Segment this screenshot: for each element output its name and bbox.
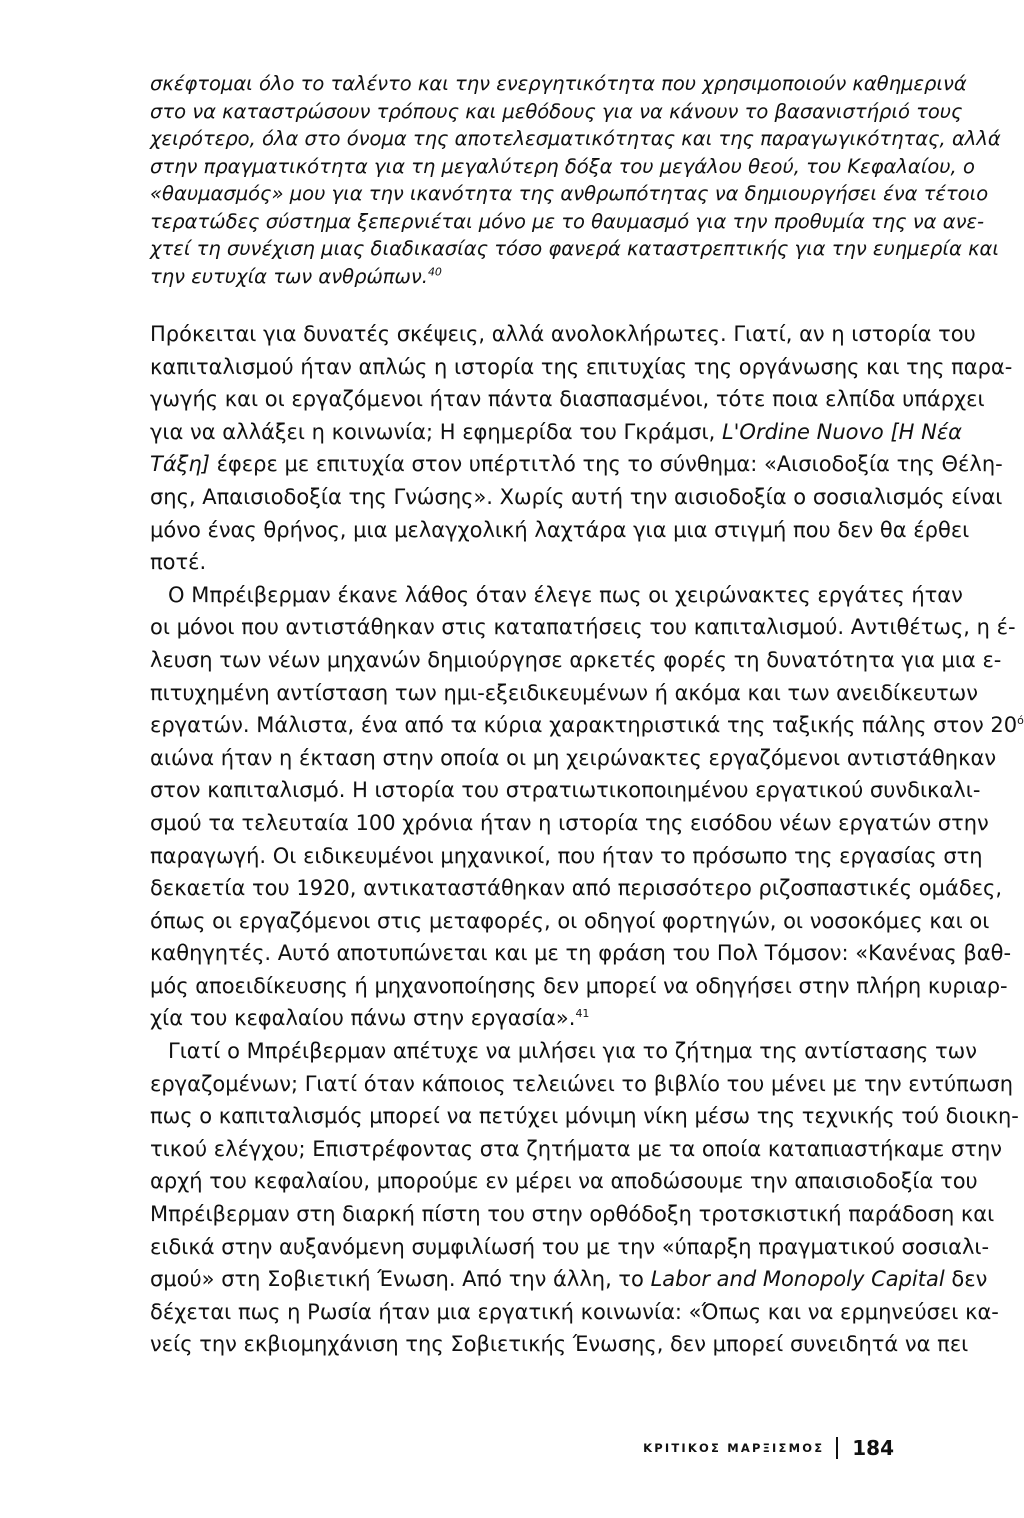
paragraph — [150, 1035, 1019, 1361]
ordinal-suffix: ό — [1017, 714, 1024, 728]
paragraph-line: Γιατί ο Μπρέιβερμαν απέτυχε να μιλήσει για το ζήτημα της αντίστασης των — [168, 1039, 977, 1064]
paragraph-line — [150, 448, 1003, 481]
text-segment: δεν — [944, 1267, 988, 1292]
paragraph-line: νείς την εκβιομηχάνιση της Σοβιετικής Ένωσης, δεν μπορεί συνειδητά να πει — [150, 1332, 969, 1357]
text-segment: εργατών. Μάλιστα, ένα από τα κύρια χαρακτηριστικά της ταξικής πάλης στον 20 — [150, 713, 1018, 738]
paragraph — [150, 579, 1024, 1035]
paragraph-line: Ο Μπρέιβερμαν έκανε λάθος όταν έλεγε πως οι χειρώνακτες εργάτες ήταν — [168, 582, 963, 607]
paragraph-line: καπιταλισμού ήταν απλώς η ιστορία της επιτυχίας της οργάνωσης και της παρα- — [150, 354, 1013, 379]
running-title: ΚΡΙΤΙΚΟΣ ΜΑΡΞΙΣΜΟΣ — [643, 1441, 825, 1455]
paragraph-line: οι μόνοι που αντιστάθηκαν στις καταπατήσεις του καπιταλισμού. Αντιθέτως, η έ- — [150, 615, 1016, 640]
text-segment: έφερε με επιτυχία στον υπέρτιτλό της το σύνθημα: «Αισιοδοξία της Θέλη- — [209, 452, 1003, 477]
quote-line: χτεί τη συνέχιση μιας διαδικασίας τόσο φανερά καταστρεπτικής για την ευημερία και — [150, 237, 1000, 260]
quote-line: στην πραγματικότητα για τη μεγαλύτερη δόξα του μεγάλου θεού, του Κεφαλαίου, ο — [150, 154, 975, 178]
paragraph-line: παραγωγή. Οι ειδικευμένοι μηχανικοί, που ήταν το πρόσωπο της εργασίας στη — [150, 843, 983, 868]
paragraph-line: μός αποειδίκευσης ή μηχανοποίησης δεν μπορεί να οδηγήσει στην πλήρη κυριαρ- — [150, 973, 1008, 998]
quote-line: τερατώδες σύστημα ξεπερνιέται μόνο με το θαυμασμό για την προθυμία της να ανε- — [150, 209, 985, 233]
paragraph-line: δεκαετία του 1920, αντικαταστάθηκαν από περισσότερο ριζοσπαστικές ομάδες, — [150, 876, 1003, 901]
paragraph-line: καθηγητές. Αυτό αποτυπώνεται και με τη φράση του Πολ Τόμσον: «Κανένας βαθ- — [150, 941, 1012, 966]
footnote-ref: 41 — [575, 1007, 590, 1021]
quote-line: σκέφτομαι όλο το ταλέντο και την ενεργητικότητα που χρησιμοποιούν καθημερινά — [150, 72, 967, 95]
paragraph-line: δέχεται πως η Ρωσία ήταν μια εργατική κοινωνία: «Όπως και να ερμηνεύσει κα- — [150, 1299, 999, 1324]
paragraph-line: αιώνα ήταν η έκταση στην οποία οι μη χειρώνακτες εργαζόμενοι αντιστάθηκαν — [150, 745, 997, 770]
text-segment: χία του κεφαλαίου πάνω στην εργασία». — [150, 1006, 576, 1031]
paragraph-line — [150, 1002, 894, 1035]
paragraph-line: σμού τα τελευταία 100 χρόνια ήταν η ιστορία της εισόδου νέων εργατών στην — [150, 810, 989, 835]
italic-title: Τάξη] — [150, 452, 210, 477]
page-body — [150, 70, 1024, 1361]
paragraph-line — [150, 1263, 988, 1296]
block-quote — [150, 70, 1001, 290]
quote-line: «θαυμασμός» μου για την ικανότητα της ανθρωπότητας να δημιουργήσει ένα τέτοιο — [150, 182, 989, 205]
page-number: 184 — [852, 1436, 894, 1460]
quote-last-text: την ευτυχία των ανθρώπων. — [150, 264, 428, 288]
text-segment: για να αλλάξει η κοινωνία; Η εφημερίδα του Γκράμσι, — [150, 419, 722, 444]
quote-line: χειρότερο, όλα στο όνομα της αποτελεσματικότητας και της παραγωγικότητας, αλλά — [150, 127, 1001, 150]
footer-divider — [836, 1437, 838, 1459]
paragraph-line: εργαζομένων; Γιατί όταν κάποιος τελειώνει το βιβλίο του μένει με την εντύπωση — [150, 1071, 1014, 1096]
paragraph-line: αρχή του κεφαλαίου, μπορούμε εν μέρει να αποδώσουμε την απαισιοδοξία του — [150, 1169, 978, 1194]
paragraph-line: πως ο καπιταλισμός μπορεί να πετύχει μόνιμη νίκη μέσω της τεχνικής τού διοικη- — [150, 1104, 1019, 1129]
footnote-ref: 40 — [427, 265, 442, 278]
page-footer — [643, 1436, 894, 1460]
paragraph-line — [150, 709, 1024, 742]
paragraph-line: μόνο ένας θρήνος, μια μελαγχολική λαχτάρα για μια στιγμή που δεν θα έρθει — [150, 517, 970, 542]
paragraph-line: πιτυχημένη αντίσταση των ημι-εξειδικευμένων ή ακόμα και των ανειδίκευτων — [150, 680, 978, 705]
italic-title: L'Ordine Nuovo [Η Νέα — [721, 419, 963, 444]
paragraph-line: γωγής και οι εργαζόμενοι ήταν πάντα διασπασμένοι, τότε ποια ελπίδα υπάρχει — [150, 387, 985, 412]
paragraph-line: στον καπιταλισμό. Η ιστορία του στρατιωτικοποιημένου εργατικού συνδικαλι- — [150, 778, 981, 803]
paragraph-line: τικού ελέγχου; Επιστρέφοντας στα ζητήματα με τα οποία καταπιαστήκαμε στην — [150, 1136, 1002, 1161]
paragraph-line: Πρόκειται για δυνατές σκέψεις, αλλά ανολοκλήρωτες. Γιατί, αν η ιστορία του — [150, 322, 976, 346]
paragraph-line: ποτέ. — [150, 550, 207, 575]
paragraph-line — [150, 416, 963, 449]
paragraph-line: λευση των νέων μηχανών δημιούργησε αρκετές φορές τη δυνατότητα για μια ε- — [150, 647, 1002, 672]
paragraph-line: σης, Απαισιοδοξία της Γνώσης». Χωρίς αυτή την αισιοδοξία ο σοσιαλισμός είναι — [150, 484, 1003, 509]
italic-title: Labor and Monopoly Capital — [650, 1267, 945, 1292]
paragraph-line: Μπρέιβερμαν στη διαρκή πίστη του στην ορθόδοξη τροτσκιστική παράδοση και — [150, 1202, 995, 1227]
text-segment: σμού» στη Σοβιετική Ένωση. Από την άλλη, το — [150, 1267, 651, 1292]
paragraph-line: όπως οι εργαζόμενοι στις μεταφορές, οι οδηγοί φορτηγών, οι νοσοκόμες και οι — [150, 908, 990, 933]
quote-line — [150, 263, 894, 291]
quote-line: στο να καταστρώσουν τρόπους και μεθόδους για να κάνουν το βασανιστήριό τους — [150, 99, 963, 123]
paragraph-line: ειδικά στην αυξανόμενη συμφιλίωσή του με την «ύπαρξη πραγματικού σοσιαλι- — [150, 1234, 990, 1259]
paragraph — [150, 318, 1013, 579]
